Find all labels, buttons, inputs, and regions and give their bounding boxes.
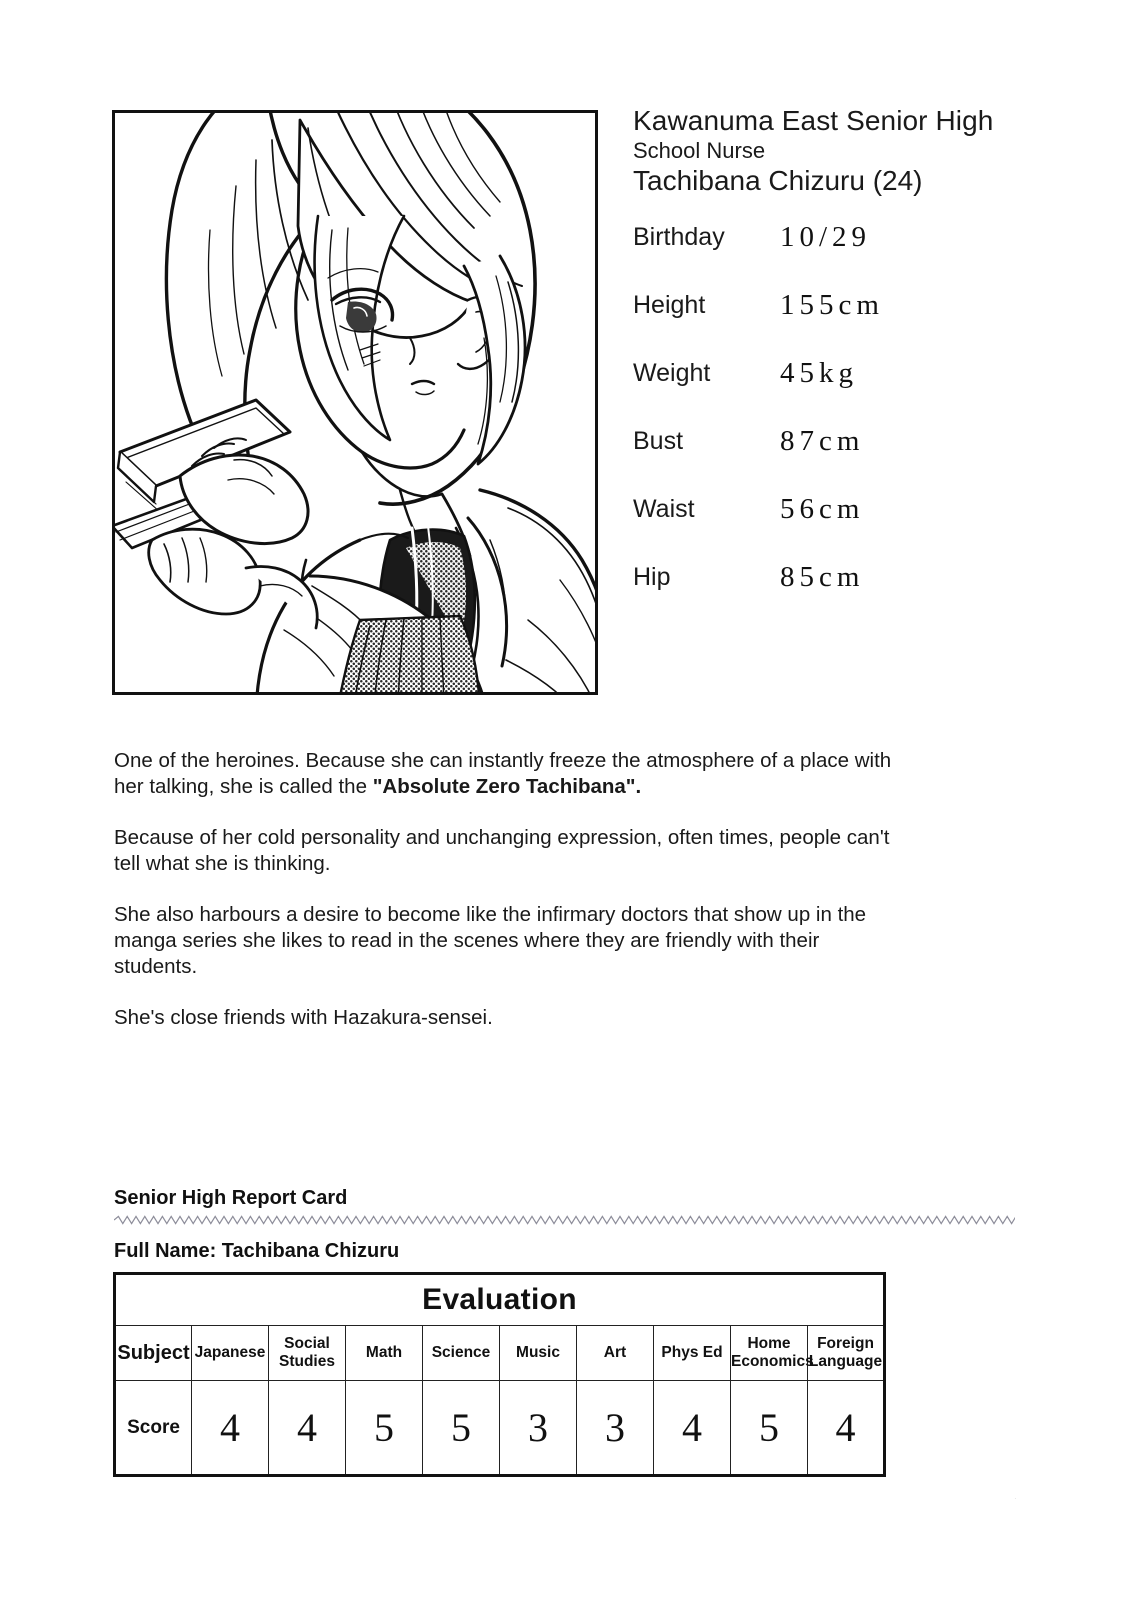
- stat-value-hip: 85cm: [780, 561, 865, 593]
- score-cell: 3: [500, 1381, 577, 1476]
- score-cell: 4: [654, 1381, 731, 1476]
- stat-value-height: 155cm: [780, 289, 884, 321]
- table-row-evaluation-title: [115, 1274, 885, 1326]
- character-nickname: "Absolute Zero Tachibana".: [372, 775, 642, 798]
- subject-header-cell: Japanese: [192, 1326, 269, 1381]
- description-paragraph-2: Because of her cold personality and unchanging expression, often times, people can't tell what she is thinking.: [114, 826, 890, 875]
- subject-header-cell: Home Economics: [731, 1326, 808, 1381]
- score-cell: 3: [577, 1381, 654, 1476]
- character-role: School Nurse: [633, 138, 766, 163]
- stat-row-bust: [633, 426, 1053, 494]
- table-row-scores: [115, 1381, 885, 1476]
- portrait-mask-top: [0, 0, 1125, 110]
- stat-row-waist: [633, 494, 1053, 562]
- stat-value-weight: 45kg: [780, 357, 858, 389]
- score-cell: 4: [192, 1381, 269, 1476]
- evaluation-title-cell: Evaluation: [115, 1274, 885, 1326]
- subject-header-cell: Social Studies: [269, 1326, 346, 1381]
- school-name: Kawanuma East Senior High: [633, 105, 994, 136]
- score-cell: 5: [423, 1381, 500, 1476]
- page-corner-mark: ·: [1014, 1494, 1017, 1503]
- score-cell: 5: [346, 1381, 423, 1476]
- stat-label-weight: Weight: [633, 359, 711, 387]
- stat-label-height: Height: [633, 291, 706, 319]
- description-paragraph-3: She also harbours a desire to become like the infirmary doctors that show up in the manga series she likes to read in the scenes where they are friendly with their students.: [114, 903, 867, 978]
- evaluation-table: [113, 1272, 886, 1477]
- score-cell: 4: [808, 1381, 885, 1476]
- stat-row-weight: [633, 358, 1053, 426]
- report-card-header: [114, 1186, 1024, 1264]
- character-name: Tachibana Chizuru (24): [633, 165, 923, 196]
- score-row-label: Score: [115, 1381, 192, 1476]
- portrait-frame-border-top: [112, 110, 598, 695]
- subject-header-cell: Science: [423, 1326, 500, 1381]
- subject-header-cell: Foreign Language: [808, 1326, 885, 1381]
- character-stats-list: [633, 222, 1053, 630]
- stat-label-bust: Bust: [633, 427, 684, 455]
- description-p1-text: One of the heroines. Because she can instantly freeze the atmosphere of a place with her talking, she is called the: [114, 749, 892, 798]
- description-paragraph-1: [114, 748, 904, 800]
- table-row-subjects: [115, 1326, 885, 1381]
- stat-value-birthday: 10/29: [780, 221, 872, 253]
- stat-label-hip: Hip: [633, 563, 671, 591]
- subject-header-cell: Phys Ed: [654, 1326, 731, 1381]
- student-full-name: Full Name: Tachibana Chizuru: [114, 1240, 400, 1262]
- report-card-title: Senior High Report Card: [114, 1187, 348, 1209]
- score-cell: 5: [731, 1381, 808, 1476]
- score-cell: 4: [269, 1381, 346, 1476]
- character-description: [114, 748, 904, 1031]
- subject-header-cell: Art: [577, 1326, 654, 1381]
- stat-label-waist: Waist: [633, 495, 695, 523]
- stat-value-waist: 56cm: [780, 493, 865, 525]
- stat-label-birthday: Birthday: [633, 223, 725, 251]
- stat-row-hip: [633, 562, 1053, 630]
- subject-header-cell: Music: [500, 1326, 577, 1381]
- subject-row-label: Subject: [115, 1326, 192, 1381]
- stat-row-birthday: [633, 222, 1053, 290]
- portrait-mask-left: [0, 0, 112, 760]
- stat-row-height: [633, 290, 1053, 358]
- subject-header-cell: Math: [346, 1326, 423, 1381]
- description-paragraph-4: She's close friends with Hazakura-sensei.: [114, 1006, 493, 1029]
- profile-header: [633, 104, 1103, 198]
- stat-value-bust: 87cm: [780, 425, 865, 457]
- wavy-divider: [114, 1213, 1015, 1225]
